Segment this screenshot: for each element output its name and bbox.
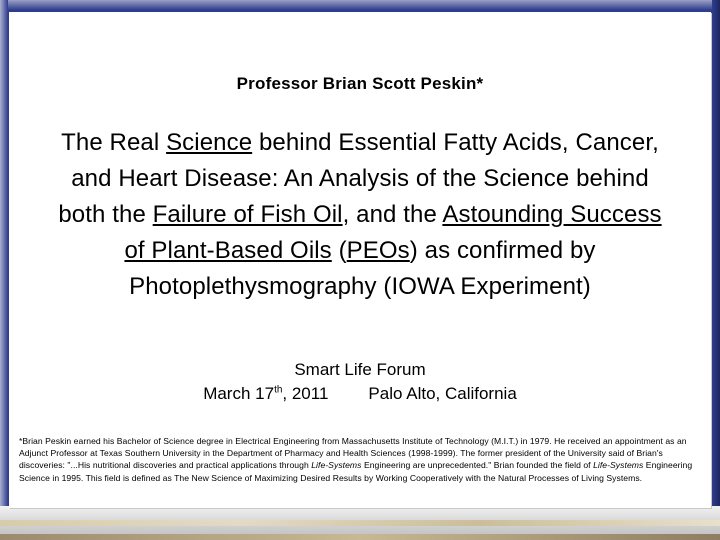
event-date: March 17	[203, 384, 275, 403]
bottom-stripe	[0, 520, 720, 526]
author-heading: Professor Brian Scott Peskin*	[236, 74, 484, 93]
footnote-italic: Life-Systems	[311, 460, 362, 471]
event-location: Palo Alto, California	[368, 384, 517, 403]
event-date-suffix: th	[274, 384, 283, 396]
title-text: (	[331, 237, 347, 264]
presentation-title	[49, 125, 671, 305]
title-text: ) as confirmed by Photoplethysmography (IOWA Experiment)	[129, 237, 596, 300]
title-underlined-peos: PEOs	[346, 237, 410, 264]
title-underlined-science: Science	[166, 129, 253, 156]
event-date-location	[9, 382, 711, 406]
footnote-italic: Life-Systems	[593, 460, 644, 471]
frame-left-edge	[0, 0, 8, 540]
title-text: behind Essential Fatty Acids, Cancer, and Heart Disease: An Analysis of the Science behind both the	[58, 129, 659, 228]
title-underlined-fish-oil: Failure of Fish Oil	[152, 201, 343, 228]
footnote-text: Engineering are unprecedented." Brian founded the field of	[361, 460, 594, 471]
content-panel	[9, 12, 711, 508]
footnote-text: Engineering Science in 1995. This field is defined as The New Science of Maximizing Desired Results by Working Cooperatively with the Natural Processes of Living Systems.	[19, 460, 693, 483]
frame-right-edge	[712, 0, 720, 540]
event-year: , 2011	[282, 384, 329, 403]
event-name: Smart Life Forum	[294, 360, 426, 379]
title-underlined-plant-oils: Astounding Success of Plant-Based Oils	[124, 201, 662, 264]
title-text: , and the	[342, 201, 443, 228]
event-info	[9, 358, 711, 406]
footnote-text: *Brian Peskin earned his Bachelor of Science degree in Electrical Engineering from Massachusetts Institute of Technology (M.I.T.) in 1979. He received an appointment as an Adjunct Professor at Texas Southern University in the Department of Pharmacy and Health Sciences (1998-1999). The former president of the University said of Brian's discoveries: "...His nutritional discoveries and practical applications through	[19, 436, 687, 471]
title-text: The Real	[61, 129, 167, 156]
author-bio-footnote	[19, 435, 709, 484]
frame-top-edge	[0, 0, 720, 10]
bottom-edge	[0, 534, 720, 540]
